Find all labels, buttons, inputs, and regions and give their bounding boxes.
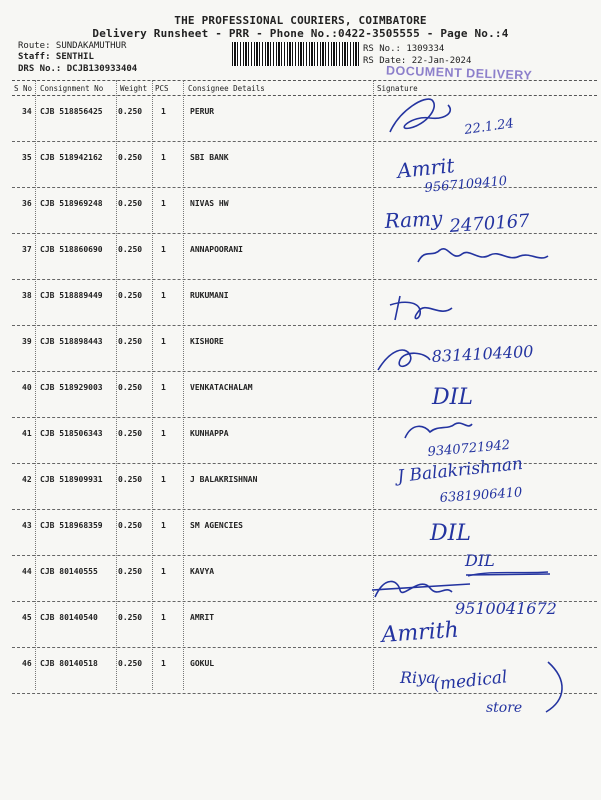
cell-weight: 0.250 bbox=[118, 153, 143, 162]
col-consignment: Consignment No bbox=[40, 84, 104, 93]
cell-pcs: 1 bbox=[161, 429, 166, 438]
sig-note: store bbox=[486, 700, 523, 716]
cell-pcs: 1 bbox=[161, 613, 166, 622]
cell-consignee: NIVAS HW bbox=[190, 199, 229, 208]
cell-sno: 45 bbox=[22, 613, 32, 622]
cell-consignment: CJB 518929003 bbox=[40, 383, 103, 392]
row-divider bbox=[12, 647, 597, 648]
row-divider bbox=[12, 601, 597, 602]
row-divider bbox=[12, 325, 597, 326]
cell-weight: 0.250 bbox=[118, 291, 143, 300]
cell-consignment: CJB 518898443 bbox=[40, 337, 103, 346]
row-divider bbox=[12, 187, 597, 188]
cell-consignment: CJB 518942162 bbox=[40, 153, 103, 162]
col-pcs: PCS bbox=[155, 84, 169, 93]
row-divider bbox=[12, 463, 597, 464]
cell-consignment: CJB 518856425 bbox=[40, 107, 103, 116]
cell-pcs: 1 bbox=[161, 107, 166, 116]
cell-sno: 39 bbox=[22, 337, 32, 346]
table-row bbox=[12, 281, 597, 326]
sig-phone: 8314104400 bbox=[431, 341, 534, 366]
cell-consignee: AMRIT bbox=[190, 613, 215, 622]
table-row bbox=[12, 419, 597, 464]
cell-consignment: CJB 80140518 bbox=[40, 659, 98, 668]
sig-phone: 9567109410 bbox=[424, 173, 508, 196]
row-divider bbox=[12, 279, 597, 280]
cell-consignee: J BALAKRISHNAN bbox=[190, 475, 258, 484]
cell-sno: 37 bbox=[22, 245, 32, 254]
cell-consignee: KISHORE bbox=[190, 337, 224, 346]
sig-name: Riya bbox=[400, 668, 436, 687]
sig-name: Amrith bbox=[380, 617, 460, 648]
company-title: THE PROFESSIONAL COURIERS, COIMBATORE bbox=[174, 14, 427, 27]
cell-pcs: 1 bbox=[161, 337, 166, 346]
cell-weight: 0.250 bbox=[118, 521, 143, 530]
cell-sno: 41 bbox=[22, 429, 32, 438]
row-divider bbox=[12, 555, 597, 556]
cell-consignment: CJB 80140555 bbox=[40, 567, 98, 576]
cell-sno: 42 bbox=[22, 475, 32, 484]
sig-phone: 6381906410 bbox=[439, 485, 523, 506]
sig-dil: DIL bbox=[465, 551, 495, 570]
cell-pcs: 1 bbox=[161, 199, 166, 208]
sig-note: (medical bbox=[432, 667, 509, 695]
row-divider bbox=[12, 693, 597, 694]
cell-consignee: KUNHAPPA bbox=[190, 429, 229, 438]
cell-sno: 35 bbox=[22, 153, 32, 162]
sig-name: J Balakrishnan bbox=[396, 453, 524, 487]
cell-pcs: 1 bbox=[161, 475, 166, 484]
table-row bbox=[12, 97, 597, 142]
barcode bbox=[232, 42, 360, 66]
row-divider bbox=[12, 371, 597, 372]
cell-pcs: 1 bbox=[161, 659, 166, 668]
route-label: Route: SUNDAKAMUTHUR bbox=[18, 41, 127, 51]
table-row bbox=[12, 557, 597, 602]
table-row bbox=[12, 511, 597, 556]
cell-weight: 0.250 bbox=[118, 107, 143, 116]
cell-pcs: 1 bbox=[161, 521, 166, 530]
cell-pcs: 1 bbox=[161, 383, 166, 392]
cell-weight: 0.250 bbox=[118, 567, 143, 576]
cell-consignee: RUKUMANI bbox=[190, 291, 229, 300]
cell-weight: 0.250 bbox=[118, 383, 143, 392]
sig-dil: DIL bbox=[432, 385, 473, 410]
document-delivery-stamp: DOCUMENT DELIVERY bbox=[385, 63, 533, 83]
col-weight: Weight bbox=[120, 84, 148, 93]
sig-date: 22.1.24 bbox=[463, 116, 515, 138]
cell-consignment: CJB 518860690 bbox=[40, 245, 103, 254]
cell-sno: 38 bbox=[22, 291, 32, 300]
table-row bbox=[12, 143, 597, 188]
table-row bbox=[12, 649, 597, 694]
cell-sno: 36 bbox=[22, 199, 32, 208]
cell-consignment: CJB 518968359 bbox=[40, 521, 103, 530]
row-divider bbox=[12, 417, 597, 418]
cell-consignee: ANNAPOORANI bbox=[190, 245, 243, 254]
col-consignee-details: Consignee Details bbox=[188, 84, 265, 93]
cell-sno: 43 bbox=[22, 521, 32, 530]
table-row bbox=[12, 189, 597, 234]
header-bottom-divider bbox=[12, 95, 597, 96]
cell-pcs: 1 bbox=[161, 567, 166, 576]
cell-weight: 0.250 bbox=[118, 245, 143, 254]
cell-consignment: CJB 518889449 bbox=[40, 291, 103, 300]
cell-sno: 44 bbox=[22, 567, 32, 576]
cell-pcs: 1 bbox=[161, 245, 166, 254]
runsheet-subtitle: Delivery Runsheet - PRR - Phone No.:0422-3505555 - Page No.:4 bbox=[92, 27, 509, 40]
cell-pcs: 1 bbox=[161, 153, 166, 162]
cell-weight: 0.250 bbox=[118, 659, 143, 668]
col-signature: Signature bbox=[377, 84, 418, 93]
cell-weight: 0.250 bbox=[118, 613, 143, 622]
cell-consignee: GOKUL bbox=[190, 659, 215, 668]
cell-consignment: CJB 80140540 bbox=[40, 613, 98, 622]
header-divider bbox=[12, 80, 597, 81]
table-row bbox=[12, 465, 597, 510]
cell-consignee: SM AGENCIES bbox=[190, 521, 243, 530]
cell-weight: 0.250 bbox=[118, 199, 143, 208]
cell-sno: 46 bbox=[22, 659, 32, 668]
cell-consignee: KAVYA bbox=[190, 567, 215, 576]
sig-phone: 9510041672 bbox=[455, 599, 557, 618]
cell-consignee: PERUR bbox=[190, 107, 215, 116]
cell-consignee: SBI BANK bbox=[190, 153, 229, 162]
table-row bbox=[12, 235, 597, 280]
row-divider bbox=[12, 233, 597, 234]
row-divider bbox=[12, 509, 597, 510]
cell-consignment: CJB 518909931 bbox=[40, 475, 103, 484]
table-row bbox=[12, 327, 597, 372]
cell-sno: 34 bbox=[22, 107, 32, 116]
rs-date: RS Date: 22-Jan-2024 bbox=[363, 56, 472, 66]
col-sno: S No bbox=[14, 84, 33, 93]
row-divider bbox=[12, 141, 597, 142]
cell-weight: 0.250 bbox=[118, 429, 143, 438]
cell-weight: 0.250 bbox=[118, 475, 143, 484]
table-row bbox=[12, 603, 597, 648]
cell-pcs: 1 bbox=[161, 291, 166, 300]
sig-dil: DIL bbox=[430, 521, 471, 546]
cell-consignment: CJB 518506343 bbox=[40, 429, 103, 438]
cell-weight: 0.250 bbox=[118, 337, 143, 346]
drs-number: DRS No.: DCJB130933404 bbox=[18, 64, 138, 74]
sig-name: Amrit bbox=[396, 153, 456, 183]
sig-phone: 9340721942 bbox=[427, 437, 511, 460]
cell-consignee: VENKATACHALAM bbox=[190, 383, 253, 392]
sig-number: 2470167 bbox=[448, 210, 531, 237]
table-row bbox=[12, 373, 597, 418]
rs-number: RS No.: 1309334 bbox=[363, 44, 445, 54]
sig-name: Ramy bbox=[384, 206, 443, 233]
cell-consignment: CJB 518969248 bbox=[40, 199, 103, 208]
cell-sno: 40 bbox=[22, 383, 32, 392]
staff-label: Staff: SENTHIL bbox=[18, 52, 94, 62]
